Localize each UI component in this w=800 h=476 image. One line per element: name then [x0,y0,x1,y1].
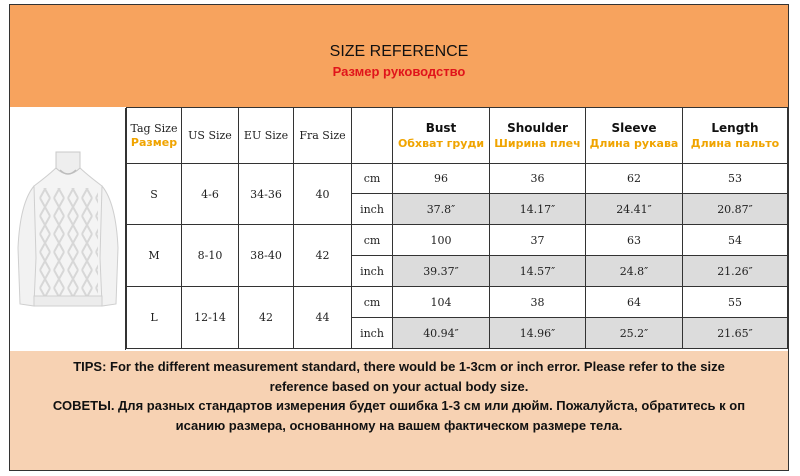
col-unit [352,108,393,164]
unit-cell: cm [352,287,393,318]
unit-cell: cm [352,225,393,256]
sleeve-cell: 24.41″ [586,194,683,225]
unit-cell: inch [352,194,393,225]
col-bust-label-ru: Обхват груди [397,137,485,150]
length-cell: 53 [683,164,788,194]
bust-cell: 100 [393,225,490,256]
shoulder-cell: 37 [490,225,586,256]
tips-line: TIPS: For the different measurement standard, there would be 1-3cm or inch error. Please refer to the size [73,359,725,374]
table-row [127,164,788,194]
col-sleeve [586,108,683,164]
table-row [127,287,788,318]
sleeve-cell: 24.8″ [586,256,683,287]
col-tag-size [127,108,182,164]
sleeve-cell: 25.2″ [586,318,683,349]
shoulder-cell: 14.17″ [490,194,586,225]
length-cell: 21.26″ [683,256,788,287]
length-cell: 20.87″ [683,194,788,225]
col-eu-size: EU Size [239,108,294,164]
shoulder-cell: 36 [490,164,586,194]
us-size-cell: 12-14 [182,287,239,349]
col-length-label-ru: Длина пальто [690,137,780,150]
col-bust-label: Bust [425,121,457,135]
length-cell: 54 [683,225,788,256]
header-row [127,108,788,164]
sleeve-cell: 63 [586,225,683,256]
title-english: SIZE REFERENCE [329,43,469,60]
us-size-cell: 4-6 [182,164,239,225]
eu-size-cell: 38-40 [239,225,294,287]
eu-size-cell: 42 [239,287,294,349]
col-sleeve-label: Sleeve [611,121,657,135]
title-banner [10,5,788,107]
fra-size-cell: 44 [294,287,352,349]
sleeve-cell: 62 [586,164,683,194]
sleeve-cell: 64 [586,287,683,318]
col-us-size: US Size [182,108,239,164]
eu-size-cell: 34-36 [239,164,294,225]
col-fra-size: Fra Size [294,108,352,164]
tips-line-ru: исанию размера, основанному на вашем фактическом размере тела. [175,417,623,433]
shoulder-cell: 14.57″ [490,256,586,287]
bust-cell: 104 [393,287,490,318]
bust-cell: 40.94″ [393,318,490,349]
col-shoulder-label-ru: Ширина плеч [494,137,581,150]
col-bust [393,108,490,164]
col-tag-label-ru: Размер [130,135,178,149]
col-sleeve-label-ru: Длина рукава [589,137,679,150]
tips-line: reference based on your actual body size. [269,378,529,394]
fra-size-cell: 40 [294,164,352,225]
col-length-label: Length [711,121,759,135]
size-table [126,107,788,349]
tag-size-cell: M [127,225,182,287]
col-shoulder-label: Shoulder [507,121,568,135]
tips-box [10,351,788,470]
shoulder-cell: 14.96″ [490,318,586,349]
unit-cell: inch [352,318,393,349]
bust-cell: 39.37″ [393,256,490,287]
bust-cell: 37.8″ [393,194,490,225]
sweater-icon [10,108,126,350]
title-russian: Размер руководство [332,64,466,79]
fra-size-cell: 42 [294,225,352,287]
shoulder-cell: 38 [490,287,586,318]
bust-cell: 96 [393,164,490,194]
col-tag-label: Tag Size [130,121,178,135]
tag-size-cell: L [127,287,182,349]
unit-cell: inch [352,256,393,287]
product-photo [10,108,126,350]
table-row [127,225,788,256]
us-size-cell: 8-10 [182,225,239,287]
unit-cell: cm [352,164,393,194]
length-cell: 21.65″ [683,318,788,349]
length-cell: 55 [683,287,788,318]
col-length [683,108,788,164]
col-shoulder [490,108,586,164]
tips-line-ru: СОВЕТЫ. Для разных стандартов измерения будет ошибка 1-3 см или дюйм. Пожалуйста, обратитесь к оп [52,398,746,413]
tag-size-cell: S [127,164,182,225]
